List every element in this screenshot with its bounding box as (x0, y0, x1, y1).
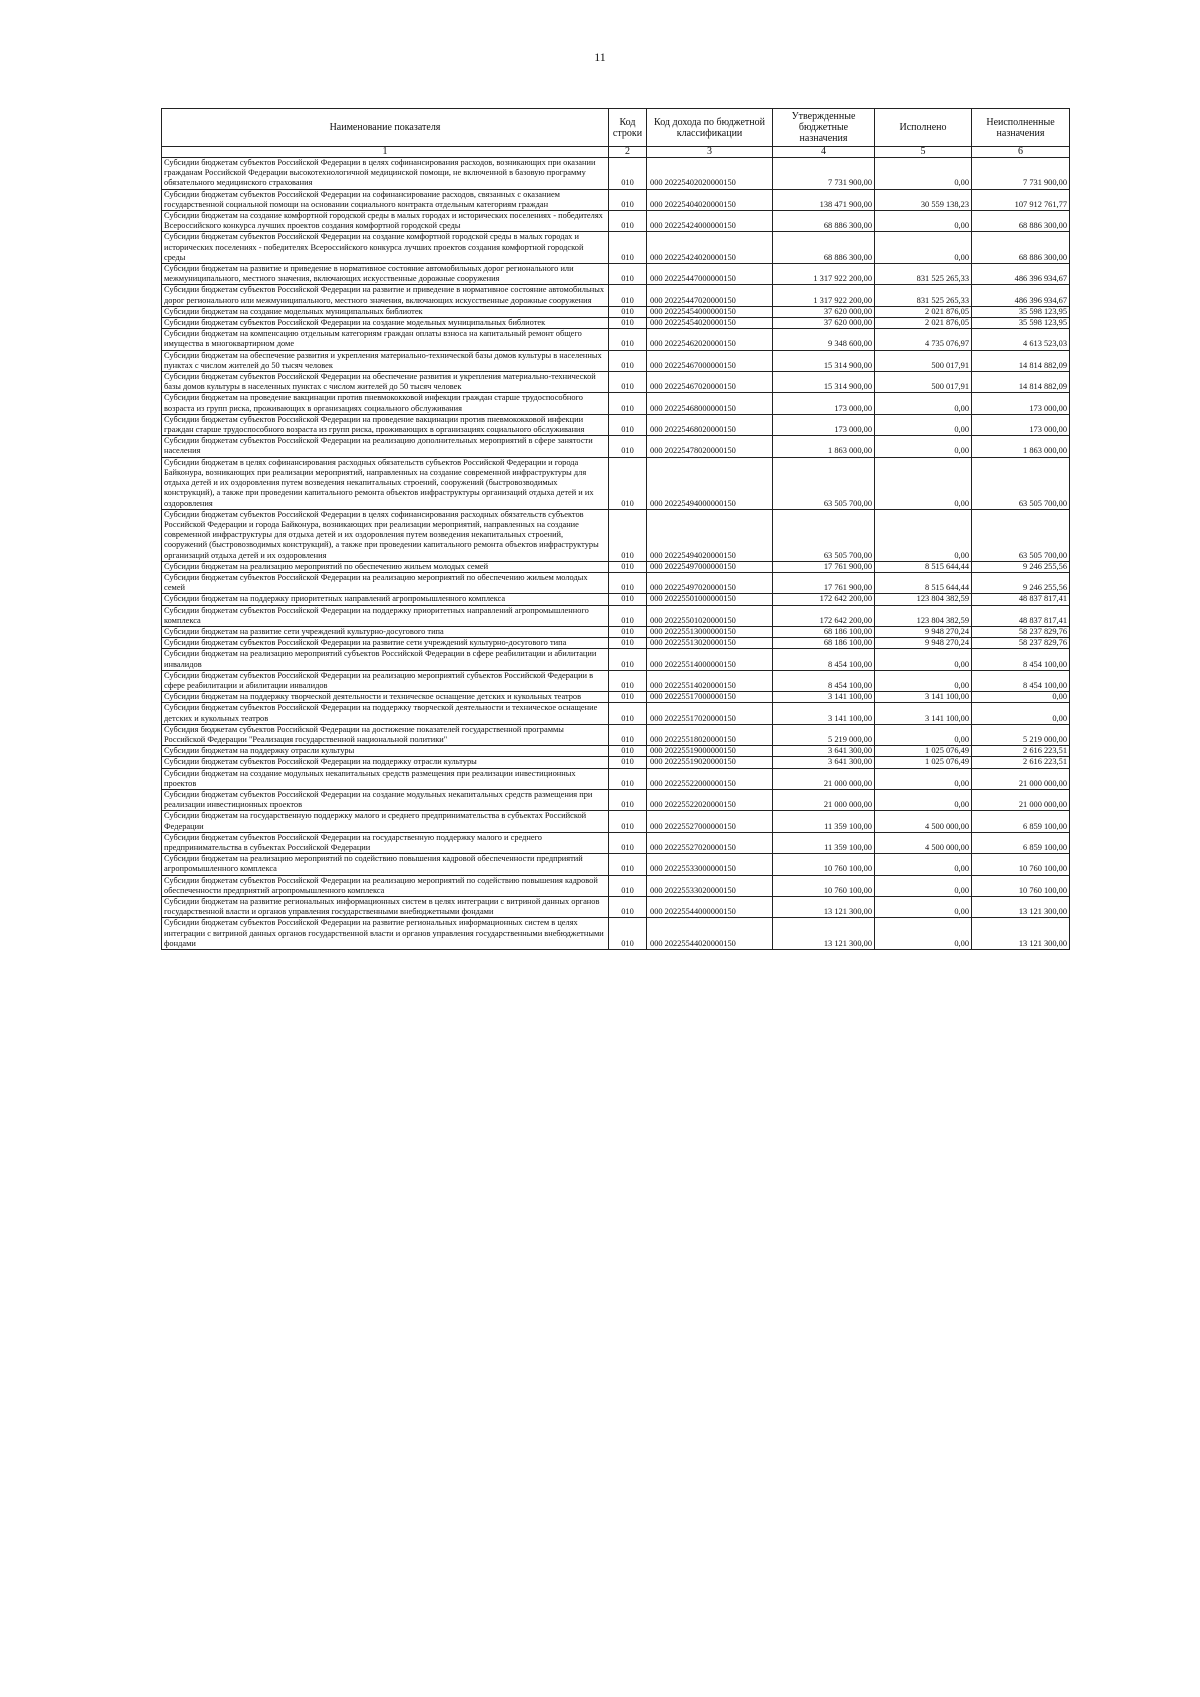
column-number: 5 (875, 147, 972, 158)
approved-cell: 8 454 100,00 (773, 649, 875, 670)
approved-cell: 11 359 100,00 (773, 811, 875, 832)
line-code-cell: 010 (609, 561, 647, 572)
approved-cell: 3 141 100,00 (773, 692, 875, 703)
indicator-name-cell: Субсидии бюджетам на развитие региональных информационных систем в целях интеграции с витриной данных органов государственной власти и органов управления государственными внебюджетными фондами (162, 897, 609, 918)
income-code-cell: 000 20225519000000150 (647, 746, 773, 757)
indicator-name-cell: Субсидии бюджетам субъектов Российской Федерации на государственную поддержку малого и среднего предпринимательства в субъектах Российской Федерации (162, 832, 609, 853)
unexecuted-cell: 8 454 100,00 (972, 649, 1070, 670)
approved-cell: 21 000 000,00 (773, 789, 875, 810)
line-code-cell: 010 (609, 264, 647, 285)
indicator-name-cell: Субсидии бюджетам на создание модульных некапитальных средств размещения при реализации инвестиционных проектов (162, 768, 609, 789)
approved-cell: 68 186 100,00 (773, 626, 875, 637)
unexecuted-cell: 173 000,00 (972, 414, 1070, 435)
header-income-code: Код дохода по бюджетной классификации (647, 109, 773, 147)
approved-cell: 173 000,00 (773, 414, 875, 435)
executed-cell: 9 948 270,24 (875, 626, 972, 637)
table-row (162, 306, 1070, 317)
income-code-cell: 000 20225454020000150 (647, 318, 773, 329)
executed-cell: 0,00 (875, 414, 972, 435)
approved-cell: 172 642 200,00 (773, 605, 875, 626)
line-code-cell: 010 (609, 594, 647, 605)
unexecuted-cell: 13 121 300,00 (972, 918, 1070, 950)
approved-cell: 37 620 000,00 (773, 306, 875, 317)
income-code-cell: 000 20225447000000150 (647, 264, 773, 285)
income-code-cell: 000 20225519020000150 (647, 757, 773, 768)
line-code-cell: 010 (609, 670, 647, 691)
table-row (162, 692, 1070, 703)
header-unexecuted: Неисполненные назначения (972, 109, 1070, 147)
executed-cell: 831 525 265,33 (875, 285, 972, 306)
indicator-name-cell: Субсидии бюджетам субъектов Российской Федерации на развитие региональных информационных систем в целях интеграции с витриной данных органов государственной власти и органов управления государственными внебюджетными фондами (162, 918, 609, 950)
line-code-cell: 010 (609, 350, 647, 371)
income-code-cell: 000 20225518020000150 (647, 724, 773, 745)
table-row (162, 457, 1070, 509)
table-row (162, 436, 1070, 457)
line-code-cell: 010 (609, 572, 647, 593)
unexecuted-cell: 10 760 100,00 (972, 854, 1070, 875)
table-body (162, 158, 1070, 950)
income-code-cell: 000 20225517000000150 (647, 692, 773, 703)
table-row (162, 746, 1070, 757)
approved-cell: 1 317 922 200,00 (773, 285, 875, 306)
income-code-cell: 000 20225468020000150 (647, 414, 773, 435)
approved-cell: 3 141 100,00 (773, 703, 875, 724)
executed-cell: 123 804 382,59 (875, 594, 972, 605)
executed-cell: 2 021 876,05 (875, 306, 972, 317)
table-row (162, 757, 1070, 768)
income-code-cell: 000 20225467000000150 (647, 350, 773, 371)
table-row (162, 832, 1070, 853)
income-code-cell: 000 20225424000000150 (647, 211, 773, 232)
unexecuted-cell: 35 598 123,95 (972, 318, 1070, 329)
approved-cell: 21 000 000,00 (773, 768, 875, 789)
line-code-cell: 010 (609, 703, 647, 724)
table-row (162, 703, 1070, 724)
table-row (162, 232, 1070, 264)
table-row (162, 854, 1070, 875)
approved-cell: 17 761 900,00 (773, 561, 875, 572)
approved-cell: 13 121 300,00 (773, 897, 875, 918)
executed-cell: 3 141 100,00 (875, 703, 972, 724)
indicator-name-cell: Субсидии бюджетам субъектов Российской Федерации на проведение вакцинации против пневмококковой инфекции граждан старше трудоспособного возраста из групп риска, проживающих в организациях социального обслуживания (162, 414, 609, 435)
indicator-name-cell: Субсидии бюджетам на развитие и приведение в нормативное состояние автомобильных дорог регионального или межмуниципального, местного значения, включающих искусственные дорожные сооружения (162, 264, 609, 285)
line-code-cell: 010 (609, 757, 647, 768)
indicator-name-cell: Субсидии бюджетам субъектов Российской Федерации на создание модельных муниципальных библиотек (162, 318, 609, 329)
line-code-cell: 010 (609, 372, 647, 393)
indicator-name-cell: Субсидии бюджетам на создание модельных муниципальных библиотек (162, 306, 609, 317)
line-code-cell: 010 (609, 318, 647, 329)
line-code-cell: 010 (609, 158, 647, 190)
unexecuted-cell: 13 121 300,00 (972, 897, 1070, 918)
approved-cell: 63 505 700,00 (773, 457, 875, 509)
line-code-cell: 010 (609, 285, 647, 306)
executed-cell: 8 515 644,44 (875, 572, 972, 593)
header-approved: Утвержденные бюджетные назначения (773, 109, 875, 147)
executed-cell: 0,00 (875, 854, 972, 875)
unexecuted-cell: 58 237 829,76 (972, 638, 1070, 649)
line-code-cell: 010 (609, 789, 647, 810)
indicator-name-cell: Субсидии бюджетам на компенсацию отдельным категориям граждан оплаты взноса на капитальный ремонт общего имущества в многоквартирном доме (162, 329, 609, 350)
indicator-name-cell: Субсидии бюджетам субъектов Российской Федерации на создание комфортной городской среды в малых городах и исторических поселениях - победителях Всероссийского конкурса лучших проектов создания комфортной городской среды (162, 232, 609, 264)
approved-cell: 7 731 900,00 (773, 158, 875, 190)
unexecuted-cell: 21 000 000,00 (972, 768, 1070, 789)
unexecuted-cell: 9 246 255,56 (972, 561, 1070, 572)
line-code-cell: 010 (609, 768, 647, 789)
table-row (162, 875, 1070, 896)
approved-cell: 8 454 100,00 (773, 670, 875, 691)
approved-cell: 13 121 300,00 (773, 918, 875, 950)
unexecuted-cell: 9 246 255,56 (972, 572, 1070, 593)
column-number: 1 (162, 147, 609, 158)
income-code-cell: 000 20225513020000150 (647, 638, 773, 649)
income-code-cell: 000 20225497000000150 (647, 561, 773, 572)
table-row (162, 189, 1070, 210)
income-code-cell: 000 20225513000000150 (647, 626, 773, 637)
executed-cell: 9 948 270,24 (875, 638, 972, 649)
executed-cell: 0,00 (875, 768, 972, 789)
executed-cell: 4 735 076,97 (875, 329, 972, 350)
table-row (162, 509, 1070, 561)
indicator-name-cell: Субсидии бюджетам субъектов Российской Федерации на реализацию мероприятий по обеспечению жильем молодых семей (162, 572, 609, 593)
unexecuted-cell: 14 814 882,09 (972, 350, 1070, 371)
executed-cell: 0,00 (875, 789, 972, 810)
indicator-name-cell: Субсидии бюджетам на развитие сети учреждений культурно-досугового типа (162, 626, 609, 637)
executed-cell: 0,00 (875, 724, 972, 745)
indicator-name-cell: Субсидии бюджетам на государственную поддержку малого и среднего предпринимательства в субъектах Российской Федерации (162, 811, 609, 832)
income-code-cell: 000 20225447020000150 (647, 285, 773, 306)
table-row (162, 811, 1070, 832)
indicator-name-cell: Субсидии бюджетам на поддержку отрасли культуры (162, 746, 609, 757)
table-row (162, 372, 1070, 393)
table-row (162, 670, 1070, 691)
approved-cell: 68 186 100,00 (773, 638, 875, 649)
unexecuted-cell: 21 000 000,00 (972, 789, 1070, 810)
unexecuted-cell: 2 616 223,51 (972, 746, 1070, 757)
executed-cell: 0,00 (875, 670, 972, 691)
income-code-cell: 000 20225501000000150 (647, 594, 773, 605)
executed-cell: 0,00 (875, 393, 972, 414)
income-code-cell: 000 20225544020000150 (647, 918, 773, 950)
table-row (162, 897, 1070, 918)
unexecuted-cell: 486 396 934,67 (972, 264, 1070, 285)
table-row (162, 561, 1070, 572)
executed-cell: 0,00 (875, 509, 972, 561)
table-row (162, 211, 1070, 232)
indicator-name-cell: Субсидии бюджетам на создание комфортной городской среды в малых городах и исторических поселениях - победителях Всероссийского конкурса лучших проектов создания комфортной городской среды (162, 211, 609, 232)
line-code-cell: 010 (609, 854, 647, 875)
income-code-cell: 000 20225467020000150 (647, 372, 773, 393)
income-code-cell: 000 20225468000000150 (647, 393, 773, 414)
header-indicator-name: Наименование показателя (162, 109, 609, 147)
executed-cell: 831 525 265,33 (875, 264, 972, 285)
approved-cell: 1 863 000,00 (773, 436, 875, 457)
table-row (162, 318, 1070, 329)
line-code-cell: 010 (609, 832, 647, 853)
line-code-cell: 010 (609, 649, 647, 670)
line-code-cell: 010 (609, 414, 647, 435)
approved-cell: 172 642 200,00 (773, 594, 875, 605)
table-row (162, 594, 1070, 605)
line-code-cell: 010 (609, 626, 647, 637)
approved-cell: 68 886 300,00 (773, 232, 875, 264)
line-code-cell: 010 (609, 211, 647, 232)
executed-cell: 0,00 (875, 436, 972, 457)
approved-cell: 138 471 900,00 (773, 189, 875, 210)
table-row (162, 626, 1070, 637)
indicator-name-cell: Субсидии бюджетам субъектов Российской Федерации на поддержку отрасли культуры (162, 757, 609, 768)
unexecuted-cell: 107 912 761,77 (972, 189, 1070, 210)
line-code-cell: 010 (609, 638, 647, 649)
indicator-name-cell: Субсидии бюджетам на реализацию мероприятий субъектов Российской Федерации в сфере реабилитации и абилитации инвалидов (162, 649, 609, 670)
indicator-name-cell: Субсидии бюджетам на обеспечение развития и укрепления материально-технической базы домов культуры в населенных пунктах с числом жителей до 50 тысяч человек (162, 350, 609, 371)
line-code-cell: 010 (609, 724, 647, 745)
approved-cell: 15 314 900,00 (773, 372, 875, 393)
income-code-cell: 000 20225404020000150 (647, 189, 773, 210)
line-code-cell: 010 (609, 692, 647, 703)
income-code-cell: 000 20225517020000150 (647, 703, 773, 724)
indicator-name-cell: Субсидии бюджетам субъектов Российской Федерации на развитие и приведение в нормативное состояние автомобильных дорог регионального или межмуниципального, местного значения, включающих искусственные дорожные сооружения (162, 285, 609, 306)
line-code-cell: 010 (609, 306, 647, 317)
income-code-cell: 000 20225402020000150 (647, 158, 773, 190)
indicator-name-cell: Субсидия бюджетам субъектов Российской Федерации на достижение показателей государственной программы Российской Федерации "Реализация государственной национальной политики" (162, 724, 609, 745)
indicator-name-cell: Субсидии бюджетам субъектов Российской Федерации в целях софинансирования расходных обязательств субъектов Российской Федерации и города Байконура, возникающих при реализации мероприятий, направленных на создание современной инфраструктуры для отдыха детей и их оздоровления путем возведения некапитальных строений, сооружений (быстровозводимых конструкций), а также при проведении капитального ремонта объектов инфраструктуры организаций отдыха детей и их оздоровления (162, 509, 609, 561)
unexecuted-cell: 173 000,00 (972, 393, 1070, 414)
indicator-name-cell: Субсидии бюджетам субъектов Российской Федерации на развитие сети учреждений культурно-досугового типа (162, 638, 609, 649)
approved-cell: 15 314 900,00 (773, 350, 875, 371)
indicator-name-cell: Субсидии бюджетам субъектов Российской Федерации на софинансирование расходов, связанных с оказанием государственной социальной помощи на основании социального контракта отдельным категориям граждан (162, 189, 609, 210)
indicator-name-cell: Субсидии бюджетам субъектов Российской Федерации на поддержку творческой деятельности и техническое оснащение детских и кукольных театров (162, 703, 609, 724)
line-code-cell: 010 (609, 457, 647, 509)
indicator-name-cell: Субсидии бюджетам на поддержку приоритетных направлений агропромышленного комплекса (162, 594, 609, 605)
income-code-cell: 000 20225514020000150 (647, 670, 773, 691)
income-code-cell: 000 20225424020000150 (647, 232, 773, 264)
unexecuted-cell: 14 814 882,09 (972, 372, 1070, 393)
unexecuted-cell: 1 863 000,00 (972, 436, 1070, 457)
indicator-name-cell: Субсидии бюджетам на проведение вакцинации против пневмококковой инфекции граждан старше трудоспособного возраста из групп риска, проживающих в организациях социального обслуживания (162, 393, 609, 414)
table-row (162, 158, 1070, 190)
unexecuted-cell: 48 837 817,41 (972, 605, 1070, 626)
executed-cell: 0,00 (875, 457, 972, 509)
table-row (162, 393, 1070, 414)
unexecuted-cell: 2 616 223,51 (972, 757, 1070, 768)
executed-cell: 1 025 076,49 (875, 757, 972, 768)
table-row (162, 789, 1070, 810)
income-code-cell: 000 20225522000000150 (647, 768, 773, 789)
page-number: 11 (594, 50, 606, 64)
line-code-cell: 010 (609, 918, 647, 950)
column-numbers-row (162, 147, 1070, 158)
indicator-name-cell: Субсидии бюджетам на поддержку творческой деятельности и техническое оснащение детских и кукольных театров (162, 692, 609, 703)
income-code-cell: 000 20225501020000150 (647, 605, 773, 626)
executed-cell: 0,00 (875, 897, 972, 918)
table-row (162, 724, 1070, 745)
table-row (162, 285, 1070, 306)
line-code-cell: 010 (609, 875, 647, 896)
indicator-name-cell: Субсидии бюджетам субъектов Российской Федерации на реализацию мероприятий по содействию повышения кадровой обеспеченности предприятий агропромышленного комплекса (162, 875, 609, 896)
indicator-name-cell: Субсидии бюджетам субъектов Российской Федерации на поддержку приоритетных направлений агропромышленного комплекса (162, 605, 609, 626)
income-code-cell: 000 20225544000000150 (647, 897, 773, 918)
unexecuted-cell: 10 760 100,00 (972, 875, 1070, 896)
approved-cell: 10 760 100,00 (773, 875, 875, 896)
unexecuted-cell: 0,00 (972, 692, 1070, 703)
income-code-cell: 000 20225478020000150 (647, 436, 773, 457)
income-code-cell: 000 20225454000000150 (647, 306, 773, 317)
indicator-name-cell: Субсидии бюджетам субъектов Российской Федерации на реализацию дополнительных мероприятий в сфере занятости населения (162, 436, 609, 457)
unexecuted-cell: 4 613 523,03 (972, 329, 1070, 350)
executed-cell: 4 500 000,00 (875, 832, 972, 853)
executed-cell: 0,00 (875, 649, 972, 670)
income-code-cell: 000 20225462020000150 (647, 329, 773, 350)
approved-cell: 1 317 922 200,00 (773, 264, 875, 285)
income-code-cell: 000 20225533000000150 (647, 854, 773, 875)
unexecuted-cell: 63 505 700,00 (972, 457, 1070, 509)
executed-cell: 3 141 100,00 (875, 692, 972, 703)
executed-cell: 30 559 138,23 (875, 189, 972, 210)
executed-cell: 0,00 (875, 158, 972, 190)
indicator-name-cell: Субсидии бюджетам субъектов Российской Федерации на создание модульных некапитальных средств размещения при реализации инвестиционных проектов (162, 789, 609, 810)
line-code-cell: 010 (609, 605, 647, 626)
table-row (162, 768, 1070, 789)
column-number: 2 (609, 147, 647, 158)
approved-cell: 17 761 900,00 (773, 572, 875, 593)
unexecuted-cell: 48 837 817,41 (972, 594, 1070, 605)
line-code-cell: 010 (609, 393, 647, 414)
unexecuted-cell: 63 505 700,00 (972, 509, 1070, 561)
approved-cell: 3 641 300,00 (773, 757, 875, 768)
executed-cell: 8 515 644,44 (875, 561, 972, 572)
unexecuted-cell: 7 731 900,00 (972, 158, 1070, 190)
executed-cell: 500 017,91 (875, 350, 972, 371)
executed-cell: 4 500 000,00 (875, 811, 972, 832)
table-row (162, 350, 1070, 371)
budget-execution-table (161, 108, 1070, 950)
income-code-cell: 000 20225527000000150 (647, 811, 773, 832)
approved-cell: 9 348 600,00 (773, 329, 875, 350)
executed-cell: 0,00 (875, 875, 972, 896)
unexecuted-cell: 58 237 829,76 (972, 626, 1070, 637)
indicator-name-cell: Субсидии бюджетам в целях софинансирования расходных обязательств субъектов Российской Федерации и города Байконура, возникающих при реализации мероприятий, направленных на создание современной инфраструктуры для отдыха детей и их оздоровления путем возведения некапитальных строений, сооружений (быстровозводимых конструкций), а также при проведении капитального ремонта объектов инфраструктуры организаций отдыха детей и их оздоровления (162, 457, 609, 509)
approved-cell: 11 359 100,00 (773, 832, 875, 853)
approved-cell: 63 505 700,00 (773, 509, 875, 561)
income-code-cell: 000 20225527020000150 (647, 832, 773, 853)
table-row (162, 414, 1070, 435)
column-number: 4 (773, 147, 875, 158)
table-row (162, 329, 1070, 350)
unexecuted-cell: 5 219 000,00 (972, 724, 1070, 745)
approved-cell: 10 760 100,00 (773, 854, 875, 875)
executed-cell: 500 017,91 (875, 372, 972, 393)
table-row (162, 264, 1070, 285)
header-line-code: Код строки (609, 109, 647, 147)
table-row (162, 572, 1070, 593)
executed-cell: 1 025 076,49 (875, 746, 972, 757)
income-code-cell: 000 20225514000000150 (647, 649, 773, 670)
unexecuted-cell: 35 598 123,95 (972, 306, 1070, 317)
approved-cell: 37 620 000,00 (773, 318, 875, 329)
line-code-cell: 010 (609, 746, 647, 757)
income-code-cell: 000 20225522020000150 (647, 789, 773, 810)
executed-cell: 2 021 876,05 (875, 318, 972, 329)
header-executed: Исполнено (875, 109, 972, 147)
executed-cell: 123 804 382,59 (875, 605, 972, 626)
approved-cell: 173 000,00 (773, 393, 875, 414)
unexecuted-cell: 8 454 100,00 (972, 670, 1070, 691)
indicator-name-cell: Субсидии бюджетам на реализацию мероприятий по обеспечению жильем молодых семей (162, 561, 609, 572)
table-row (162, 649, 1070, 670)
line-code-cell: 010 (609, 811, 647, 832)
unexecuted-cell: 68 886 300,00 (972, 232, 1070, 264)
indicator-name-cell: Субсидии бюджетам субъектов Российской Федерации в целях софинансирования расходов, возникающих при оказании гражданам Российской Федерации высокотехнологичной медицинской помощи, не включенной в базовую программу обязательного медицинского страхования (162, 158, 609, 190)
indicator-name-cell: Субсидии бюджетам субъектов Российской Федерации на реализацию мероприятий субъектов Российской Федерации в сфере реабилитации и абилитации инвалидов (162, 670, 609, 691)
approved-cell: 3 641 300,00 (773, 746, 875, 757)
table-row (162, 638, 1070, 649)
income-code-cell: 000 20225497020000150 (647, 572, 773, 593)
line-code-cell: 010 (609, 189, 647, 210)
income-code-cell: 000 20225494000000150 (647, 457, 773, 509)
indicator-name-cell: Субсидии бюджетам на реализацию мероприятий по содействию повышения кадровой обеспеченности предприятий агропромышленного комплекса (162, 854, 609, 875)
header-row (162, 109, 1070, 147)
line-code-cell: 010 (609, 436, 647, 457)
column-number: 3 (647, 147, 773, 158)
approved-cell: 5 219 000,00 (773, 724, 875, 745)
unexecuted-cell: 0,00 (972, 703, 1070, 724)
executed-cell: 0,00 (875, 232, 972, 264)
unexecuted-cell: 68 886 300,00 (972, 211, 1070, 232)
executed-cell: 0,00 (875, 918, 972, 950)
line-code-cell: 010 (609, 897, 647, 918)
line-code-cell: 010 (609, 232, 647, 264)
unexecuted-cell: 486 396 934,67 (972, 285, 1070, 306)
income-code-cell: 000 20225533020000150 (647, 875, 773, 896)
unexecuted-cell: 6 859 100,00 (972, 832, 1070, 853)
line-code-cell: 010 (609, 509, 647, 561)
executed-cell: 0,00 (875, 211, 972, 232)
column-number: 6 (972, 147, 1070, 158)
income-code-cell: 000 20225494020000150 (647, 509, 773, 561)
unexecuted-cell: 6 859 100,00 (972, 811, 1070, 832)
line-code-cell: 010 (609, 329, 647, 350)
approved-cell: 68 886 300,00 (773, 211, 875, 232)
table-row (162, 918, 1070, 950)
indicator-name-cell: Субсидии бюджетам субъектов Российской Федерации на обеспечение развития и укрепления материально-технической базы домов культуры в населенных пунктах с числом жителей до 50 тысяч человек (162, 372, 609, 393)
table-row (162, 605, 1070, 626)
